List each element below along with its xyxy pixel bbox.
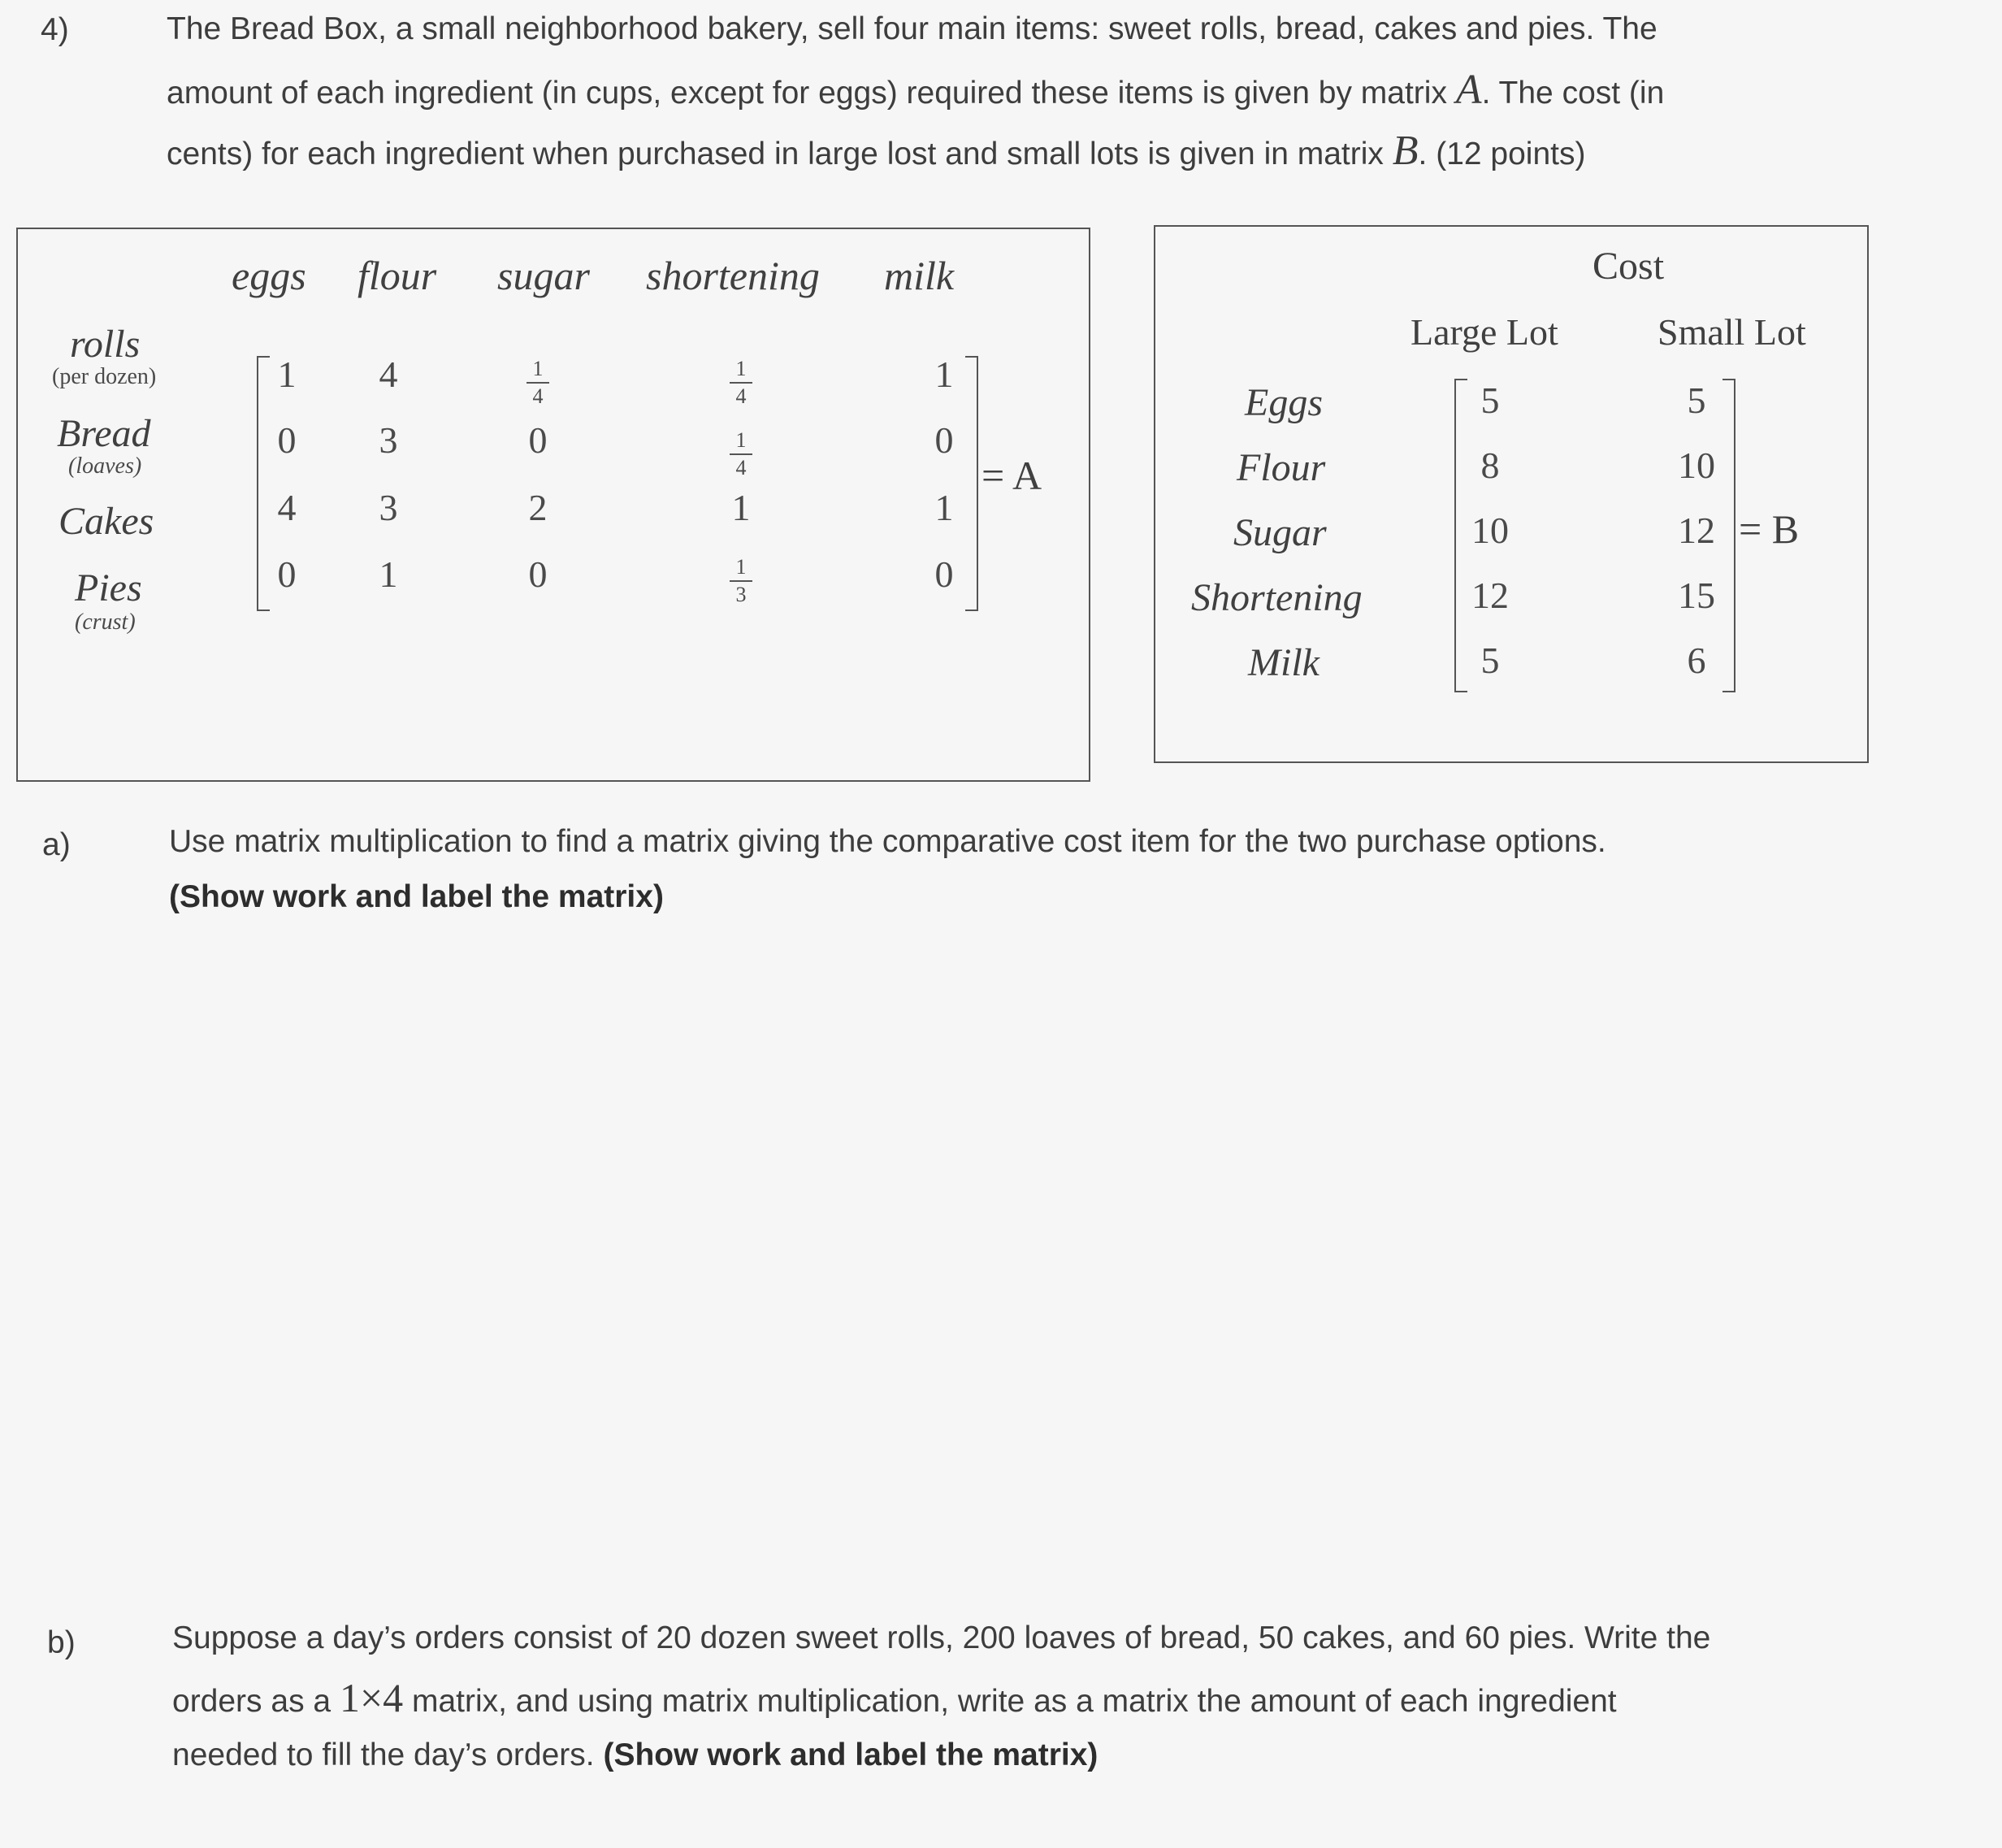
a-r1-c2: 0 (528, 419, 548, 461)
part-b-text-3a: needed to fill the day’s orders. (172, 1737, 604, 1772)
a-r2-c4: 1 (934, 487, 954, 528)
row-label-cakes: Cakes (58, 500, 154, 543)
a-r1-c0: 0 (277, 419, 297, 461)
b-r3-c0: 12 (1471, 575, 1509, 616)
part-b-bold: (Show work and label the matrix) (603, 1737, 1098, 1772)
b-r3-c1: 15 (1678, 575, 1715, 616)
part-b-label: b) (47, 1625, 76, 1660)
col-shortening: shortening (646, 253, 820, 298)
part-a-line-2: (Show work and label the matrix) (169, 879, 664, 914)
col-milk: milk (884, 253, 955, 298)
row-sub-rolls: (per dozen) (52, 364, 157, 389)
part-b-line-1: Suppose a day’s orders consist of 20 dozen sweet rolls, 200 loaves of bread, 50 cakes, and 60 pies. Write the (172, 1620, 1711, 1655)
b-r2-c0: 10 (1471, 510, 1509, 551)
col-sugar: sugar (497, 253, 590, 298)
a-r0-c3: 1 4 (725, 358, 757, 408)
a-r0-c1: 4 (379, 354, 398, 395)
row-label-shortening: Shortening (1191, 576, 1363, 619)
b-r1-c1: 10 (1678, 445, 1715, 486)
question-text-1: The Bread Box, a small neighborhood bakery, sell four main items: sweet rolls, bread, cakes and pies. The (167, 11, 1658, 46)
question-text-2a: amount of each ingredient (in cups, except for eggs) required these items is given by matrix (167, 76, 1456, 111)
b-r0-c1: 5 (1687, 380, 1706, 421)
b-r4-c1: 6 (1687, 640, 1706, 681)
row-sub-bread: (loaves) (68, 453, 142, 479)
question-text-3b: . (12 points) (1418, 137, 1586, 171)
question-text-2b: . The cost (in (1481, 76, 1665, 111)
a-r3-c2: 0 (528, 553, 548, 595)
a-r1-c4: 0 (934, 419, 954, 461)
row-label-milk: Milk (1248, 641, 1320, 684)
cost-title: Cost (1592, 245, 1665, 288)
col-large-lot: Large Lot (1410, 311, 1558, 353)
matrix-a-symbol: A (1455, 67, 1482, 113)
part-b-text-2b: matrix, and using matrix multiplication, write as a matrix the amount of each ingredient (403, 1684, 1617, 1719)
a-r2-c0: 4 (277, 487, 297, 528)
question-number: 4) (41, 12, 69, 47)
col-flour: flour (358, 253, 437, 298)
question-line-3 (167, 120, 1585, 184)
a-r3-c1: 1 (379, 553, 398, 595)
part-a-line-1: Use matrix multiplication to find a matrix giving the comparative cost item for the two purchase options. (169, 824, 1606, 859)
a-r2-c2: 2 (528, 487, 548, 528)
col-small-lot: Small Lot (1658, 311, 1806, 353)
a-r3-c0: 0 (277, 553, 297, 595)
matrix-b-equals: = B (1739, 506, 1800, 552)
row-label-pies: Pies (75, 566, 142, 609)
b-r0-c0: 5 (1480, 380, 1500, 421)
row-label-eggs: Eggs (1245, 381, 1323, 424)
matrix-b-symbol: B (1392, 128, 1419, 174)
matrix-a-equals: = A (982, 453, 1042, 498)
question-line-2 (167, 59, 1664, 124)
part-b-line-2 (172, 1668, 1617, 1732)
a-r0-c4: 1 (934, 354, 954, 395)
a-r3-c3: 1 3 (725, 556, 757, 606)
a-r0-c2: 1 4 (522, 358, 554, 408)
a-r2-c3: 1 (731, 487, 751, 528)
b-r1-c0: 8 (1480, 445, 1500, 486)
a-r2-c1: 3 (379, 487, 398, 528)
part-b-line-3 (172, 1724, 1098, 1785)
a-r0-c0: 1 (277, 354, 297, 395)
b-r4-c0: 5 (1480, 640, 1500, 681)
a-r3-c4: 0 (934, 553, 954, 595)
row-label-rolls: rolls (70, 323, 141, 366)
row-label-bread: Bread (57, 412, 151, 455)
part-b-text-2a: orders as a (172, 1684, 340, 1719)
row-label-flour: Flour (1237, 446, 1326, 489)
a-r1-c1: 3 (379, 419, 398, 461)
row-label-sugar: Sugar (1233, 511, 1327, 554)
question-text-3a: cents) for each ingredient when purchased in large lost and small lots is given in matrix (167, 137, 1393, 171)
question-line-1 (167, 0, 1658, 59)
col-eggs: eggs (232, 253, 306, 298)
dimension-1x4: 1×4 (339, 1675, 404, 1720)
part-a-label: a) (42, 827, 71, 862)
row-sub-pies: (crust) (75, 609, 136, 635)
b-r2-c1: 12 (1678, 510, 1715, 551)
a-r1-c3: 1 4 (725, 429, 757, 479)
